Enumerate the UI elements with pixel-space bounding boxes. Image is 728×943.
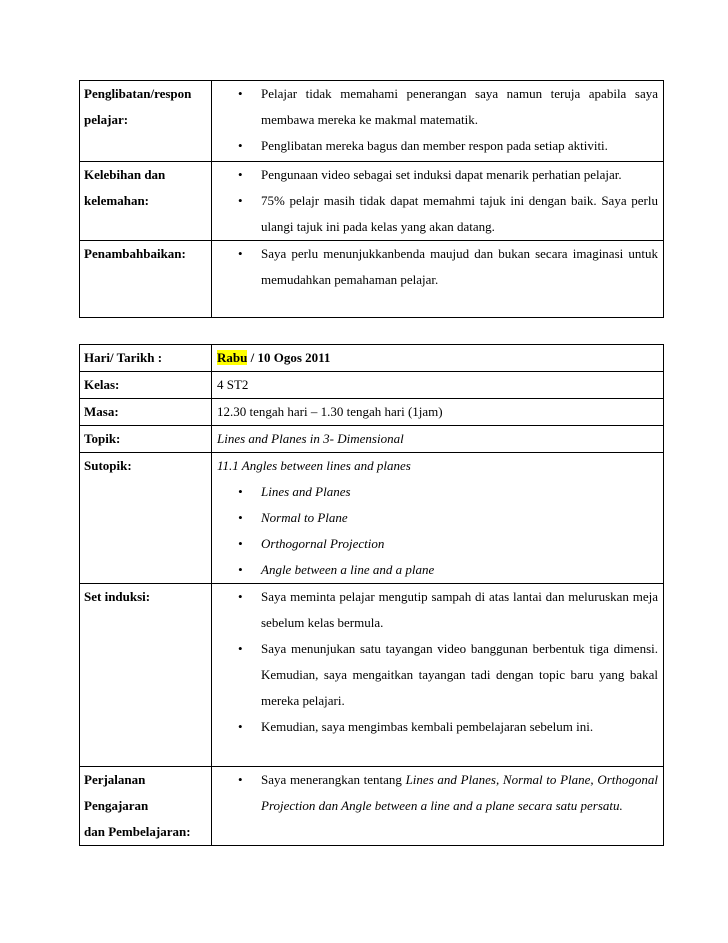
row-content (212, 767, 664, 846)
list-item (217, 636, 658, 714)
value-text: Lines and Planes in 3- Dimensional (217, 431, 404, 446)
bullet-text: 75% pelajr masih tidak dapat memahmi tajuk ini dengan baik. Saya perlu ulangi tajuk ini pada kelas yang akan datang. (261, 193, 658, 234)
label-line: Penglibatan/respon (84, 86, 192, 101)
row-content (212, 81, 664, 162)
bullet-text: Penglibatan mereka bagus dan member respon pada setiap aktiviti. (261, 138, 608, 153)
table-row (80, 241, 664, 318)
label-line: Penambahbaikan: (84, 246, 186, 261)
bullet-text: Kemudian, saya mengimbas kembali pembelajaran sebelum ini. (261, 719, 594, 734)
label-line: Perjalanan (84, 772, 146, 787)
list-item (217, 767, 658, 819)
bullet-icon: • (238, 719, 243, 734)
bullet-icon: • (238, 562, 243, 577)
bullet-text: Saya menunjukan satu tayangan video banggunan berbentuk tiga dimensi. Kemudian, saya mengaitkan tayangan tadi dengan topic baru yang bakal mereka pelajari. (261, 641, 658, 708)
bullet-icon: • (238, 167, 243, 182)
bullet-text: Normal to Plane (261, 510, 348, 525)
list-item (217, 241, 658, 293)
row-label (80, 584, 212, 767)
table-row (80, 426, 664, 453)
bullet-icon: • (238, 193, 243, 208)
list-item (217, 81, 658, 133)
label-text: Set induksi: (84, 589, 151, 604)
bullet-text: Pengunaan video sebagai set induksi dapat menarik perhatian pelajar. (261, 167, 622, 182)
table-row (80, 81, 664, 162)
date-text: / 10 Ogos 2011 (247, 350, 331, 365)
list-item (217, 479, 658, 505)
bullet-icon: • (238, 510, 243, 525)
label-line: pelajar: (84, 112, 129, 127)
label-line: Kelebihan dan (84, 167, 166, 182)
label-text: Masa: (84, 404, 119, 419)
bullet-icon: • (238, 484, 243, 499)
table-row (80, 399, 664, 426)
row-content (212, 345, 664, 372)
value-text: 4 ST2 (217, 377, 249, 392)
row-label (80, 767, 212, 846)
value-text: 11.1 Angles between lines and planes (217, 458, 411, 473)
bullet-icon: • (238, 246, 243, 261)
label-line: Pengajaran (84, 798, 149, 813)
label-line: dan Pembelajaran: (84, 824, 191, 839)
value-text: 12.30 tengah hari – 1.30 tengah hari (1jam) (217, 404, 443, 419)
row-label (80, 241, 212, 318)
row-content (212, 453, 664, 584)
bullet-text: Lines and Planes (261, 484, 351, 499)
row-content (212, 584, 664, 767)
list-item (217, 557, 658, 583)
list-item (217, 188, 658, 240)
table-row (80, 345, 664, 372)
bullet-icon: • (238, 589, 243, 604)
row-label (80, 81, 212, 162)
bullet-icon: • (238, 536, 243, 551)
row-content (212, 399, 664, 426)
bullet-text-italic: Lines and Planes, Normal to Plane, Orthogonal Projection dan Angle between a line and a plane secara satu persatu. (261, 772, 658, 813)
bullet-icon: • (238, 138, 243, 153)
row-content (212, 426, 664, 453)
lesson-plan-table (79, 344, 664, 846)
label-line: kelemahan: (84, 193, 149, 208)
label-text: Kelas: (84, 377, 120, 392)
table-row (80, 584, 664, 767)
label-text: Topik: (84, 431, 121, 446)
list-item (217, 714, 658, 740)
list-item (217, 133, 658, 159)
bullet-text: Pelajar tidak memahami penerangan saya namun teruja apabila saya membawa mereka ke makmal matematik. (261, 86, 658, 127)
list-item (217, 584, 658, 636)
bullet-text: Saya meminta pelajar mengutip sampah di atas lantai dan meluruskan meja sebelum kelas bermula. (261, 589, 658, 630)
table-row (80, 453, 664, 584)
row-label (80, 453, 212, 584)
row-label (80, 345, 212, 372)
day-highlight: Rabu (217, 350, 248, 365)
row-label (80, 399, 212, 426)
label-text: Hari/ Tarikh : (84, 350, 163, 365)
row-label (80, 162, 212, 241)
row-content (212, 241, 664, 318)
bullet-icon: • (238, 641, 243, 656)
row-label (80, 372, 212, 399)
bullet-icon: • (238, 772, 243, 787)
table-row (80, 767, 664, 846)
bullet-icon: • (238, 86, 243, 101)
table-row (80, 372, 664, 399)
bullet-text: Saya perlu menunjukkanbenda maujud dan bukan secara imaginasi untuk memudahkan pemahaman pelajar. (261, 246, 658, 287)
row-label (80, 426, 212, 453)
bullet-text: Saya menerangkan tentang (261, 772, 406, 787)
bullet-text: Angle between a line and a plane (261, 562, 435, 577)
bullet-text: Orthogornal Projection (261, 536, 385, 551)
row-content (212, 372, 664, 399)
table-row (80, 162, 664, 241)
reflection-table (79, 80, 664, 318)
row-content (212, 162, 664, 241)
list-item (217, 531, 658, 557)
label-text: Sutopik: (84, 458, 132, 473)
list-item (217, 162, 658, 188)
list-item (217, 505, 658, 531)
